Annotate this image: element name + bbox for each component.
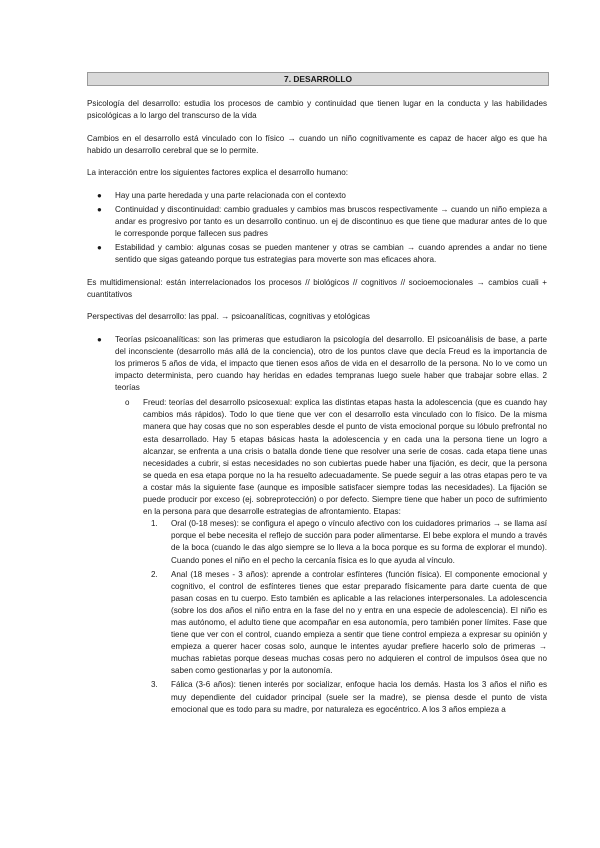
list-item xyxy=(151,679,547,715)
bullet-icon: ● xyxy=(97,205,102,215)
section-title: 7. DESARROLLO xyxy=(87,72,549,86)
freud-theory-text: Freud: teorías del desarrollo psicosexual: explica las distintas etapas hasta la adolescencia (que es cuando hay cambios más rápidos). Todo lo que tiene que ver con el desarrollo esta vinculado con lo físico. De la misma manera que hay cosas que no son esperables desde el punto de vista emocional porque su lóbulo prefrontal no esta desarrollado. Hay 5 etapas básicas hasta la adolescencia y en cada una la persona tiene un logro a alcanzar, se enfrenta a una crisis o batalla donde tiene que resolver una serie de cosas. cada etapa tiene unas necesidades a cubrir, si estas necesidades no son cubiertas puede haber una fijación, es decir, que la persona se queda en esa etapa porque no la ha resuelto adecuadamente. Se puede seguir a las otras etapas pero te va a costar más la siguiente fase (aunque es imposible satisfacer siempre todas las necesidades). La fijación se puede producir por exceso (ej. sobreprotección) o por defecto. Siempre tiene que haber un poco de sufrimiento en la persona para que desarrolle estrategias de afrontamiento. Etapas: xyxy=(143,398,547,517)
psychoanalytic-theories-text: Teorías psicoanalíticas: son las primeras que estudiaron la psicología del desarrollo. El psicoanálisis de base, a parte del inconsciente (desarrollo más allá de la conciencia), otro de los puntos clave que decía Freud es la importancia de los primeros 5 años de vida, el impacto que tienen esos años de vida en el desarrollo de la persona. No lo ve como un impacto determinista, pero cuando hay heridas en edades tempranas luego suele haber que trabajar sobre ellas. 2 teorías xyxy=(115,334,547,393)
list-item xyxy=(97,204,547,240)
physical-change-paragraph: Cambios en el desarrollo está vinculado con lo físico → cuando un niño cognitivamente es capaz de hacer algo es que ha habido un desarrollo cerebral que se lo permite. xyxy=(87,133,547,155)
list-item xyxy=(151,569,547,678)
circle-bullet-icon: o xyxy=(125,398,130,408)
list-item xyxy=(97,242,547,266)
stage-anal-text: Anal (18 meses - 3 años): aprende a controlar esfínteres (función física). El componente emocional y cognitivo, el control de esfínteres tienes que estar preparado físicamente para darte cuenta de que pasan cosas en tu cuerpo. Esto también es aplicable a las relaciones interpersonales. La adolescencia (sobre los dos años el niño entra en la fase del no y entra en una especie de adolescencia). El niño es mas autónomo, el adulto tiene que acompañar en esa autonomía, pero también poner límites. Fase que tiene que ver con el control, cuando empieza a sentir que tiene control empieza a expresar su opinión y empieza a querer hacer cosas solo, aunque le intentes ayudar prefiere hacerlo solo de primeras → muchas rabietas porque deseas muchas cosas pero no adquieren el control de impulsos ósea que no saben como gestionarlas y por la autonomía. xyxy=(171,569,547,676)
list-item xyxy=(125,397,547,715)
factors-intro-paragraph: La interacción entre los siguientes factores explica el desarrollo humano: xyxy=(87,168,348,178)
bullet-icon: ● xyxy=(97,334,102,344)
document-body xyxy=(87,98,547,726)
list-item xyxy=(151,518,547,566)
factor-heredity: Hay una parte heredada y una parte relacionada con el contexto xyxy=(115,190,346,200)
perspectives-list xyxy=(87,334,547,716)
freud-stages-list xyxy=(143,518,547,716)
perspectives-paragraph: Perspectivas del desarrollo: las ppal. → psicoanalíticas, cognitivas y etológicas xyxy=(87,312,370,322)
psychoanalytic-sublist xyxy=(115,397,547,715)
stage-number: 3. xyxy=(151,680,158,690)
list-item xyxy=(97,334,547,716)
factor-stability: Estabilidad y cambio: algunas cosas se pueden mantener y otras se cambian → cuando aprendes a andar no tiene sentido que sigas gateando porque tus estrategias para moverte son mas eficaces ahora. xyxy=(115,243,547,265)
stage-number: 1. xyxy=(151,519,158,529)
factors-list xyxy=(87,190,547,267)
bullet-icon: ● xyxy=(97,243,102,253)
stage-oral-text: Oral (0-18 meses): se configura el apego o vínculo afectivo con los cuidadores primarios → se llama así porque el bebe necesita el reflejo de succión para poder alimentarse. El bebe explora el mundo a través de la boca (cuando le das algo siempre se lo lleva a la boca porque es su forma de explorar el mundo). Cuando pones el niño en el pecho la cercanía física es lo que ayuda al vínculo. xyxy=(171,519,547,565)
factor-continuity: Continuidad y discontinuidad: cambio graduales y cambios mas bruscos respectivamente → cuando un niño empieza a andar es progresivo por tanto es un desarrollo continuo. un ej de discontinuo es que tiene que madurar antes de lo que le corresponde porque fallecen sus padres xyxy=(115,205,547,239)
stage-phallic-text: Fálica (3-6 años): tienen interés por socializar, enfoque hacia los demás. Hasta los 3 años el niño es muy dependiente del cuidador principal (suele ser la madre), se piensa desde el punto de vista emocional que es todo para su madre, por naturaleza es egocéntrico. A los 3 años empieza a xyxy=(171,680,547,714)
definition-paragraph: Psicología del desarrollo: estudia los procesos de cambio y continuidad que tienen lugar en la conducta y las habilidades psicológicas a lo largo del transcurso de la vida xyxy=(87,99,547,121)
multidimensional-paragraph: Es multidimensional: están interrelacionados los procesos // biológicos // cognitivos // socioemocionales → cambios cuali + cuantitativos xyxy=(87,277,547,299)
list-item xyxy=(97,190,547,202)
stage-number: 2. xyxy=(151,569,158,579)
bullet-icon: ● xyxy=(97,190,102,200)
